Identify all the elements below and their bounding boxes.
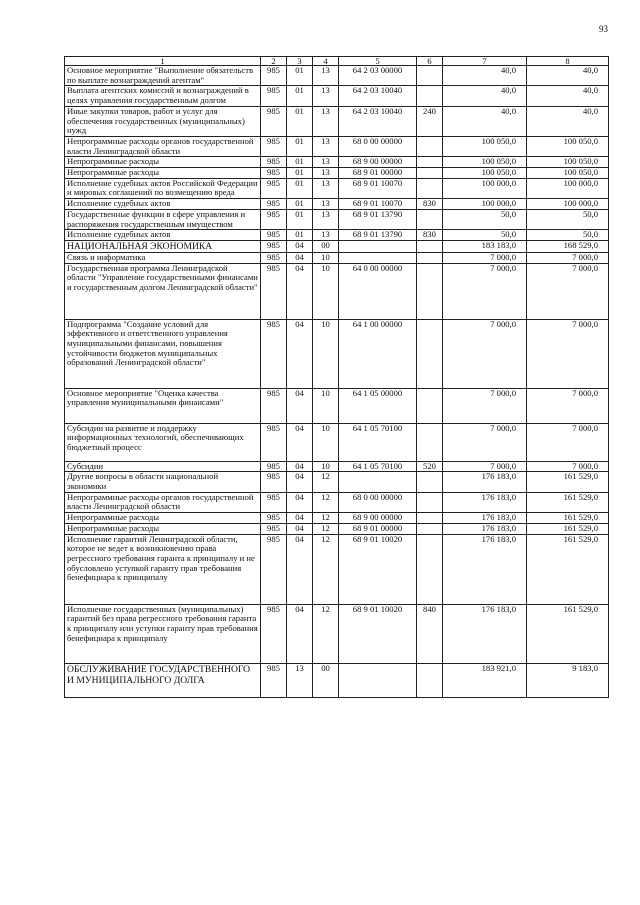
ministry-code: 985 (261, 319, 287, 388)
ministry-code: 985 (261, 492, 287, 512)
table-row (65, 534, 609, 604)
ministry-code: 985 (261, 209, 287, 229)
amount-year-2: 40,0 (527, 66, 609, 86)
expense-type-code (417, 209, 443, 229)
column-header: 2 (261, 57, 287, 66)
subsection-code: 10 (313, 388, 339, 423)
target-article-code: 68 9 01 00000 (339, 523, 417, 534)
amount-year-1: 100 050,0 (443, 157, 527, 168)
amount-year-2: 40,0 (527, 86, 609, 106)
ministry-code: 985 (261, 388, 287, 423)
section-code: 04 (287, 472, 313, 492)
expense-type-code (417, 136, 443, 156)
subsection-code: 00 (313, 663, 339, 697)
expense-type-code (417, 263, 443, 319)
amount-year-1: 176 183,0 (443, 472, 527, 492)
subsection-code: 13 (313, 106, 339, 136)
ministry-code: 985 (261, 168, 287, 179)
ministry-code: 985 (261, 461, 287, 472)
amount-year-1: 40,0 (443, 86, 527, 106)
amount-year-1: 7 000,0 (443, 461, 527, 472)
target-article-code: 68 9 01 10070 (339, 199, 417, 210)
target-article-code: 64 2 03 00000 (339, 66, 417, 86)
amount-year-2: 50,0 (527, 209, 609, 229)
amount-year-2: 7 000,0 (527, 461, 609, 472)
amount-year-2: 161 529,0 (527, 604, 609, 663)
row-name: Исполнение государственных (муниципальных) гарантий без права регрессного требования гаранта к принципалу или уступки гаранту прав требования бенефициара к принципалу (65, 604, 261, 663)
amount-year-2: 161 529,0 (527, 523, 609, 534)
target-article-code: 68 9 01 13790 (339, 209, 417, 229)
subsection-code: 12 (313, 523, 339, 534)
subsection-code: 10 (313, 423, 339, 461)
amount-year-2: 7 000,0 (527, 388, 609, 423)
amount-year-1: 7 000,0 (443, 252, 527, 263)
section-code: 01 (287, 178, 313, 198)
subsection-code: 12 (313, 604, 339, 663)
section-code: 04 (287, 240, 313, 252)
row-name: Основное мероприятие "Выполнение обязательств по выплате вознаграждений агентам" (65, 66, 261, 86)
page-number: 93 (599, 24, 608, 34)
row-name: Иные закупки товаров, работ и услуг для обеспечения государственных (муниципальных) нужд (65, 106, 261, 136)
section-code: 04 (287, 388, 313, 423)
subsection-code: 13 (313, 199, 339, 210)
target-article-code: 68 9 01 10070 (339, 178, 417, 198)
column-header: 4 (313, 57, 339, 66)
target-article-code (339, 240, 417, 252)
expense-type-code (417, 523, 443, 534)
amount-year-1: 176 183,0 (443, 604, 527, 663)
amount-year-2: 161 529,0 (527, 472, 609, 492)
amount-year-1: 100 000,0 (443, 178, 527, 198)
expense-type-code: 840 (417, 604, 443, 663)
table-header-row (65, 57, 609, 66)
section-code: 04 (287, 604, 313, 663)
amount-year-1: 7 000,0 (443, 423, 527, 461)
target-article-code: 68 9 00 00000 (339, 513, 417, 524)
row-name: Государственная программа Ленинградской области "Управление государственными финансами и государственным долгом Ленинградской области" (65, 263, 261, 319)
expense-type-code (417, 86, 443, 106)
expense-type-code (417, 252, 443, 263)
amount-year-2: 161 529,0 (527, 534, 609, 604)
expense-type-code (417, 472, 443, 492)
section-code: 04 (287, 461, 313, 472)
amount-year-1: 100 050,0 (443, 168, 527, 179)
table-row (65, 423, 609, 461)
subsection-code: 12 (313, 513, 339, 524)
target-article-code: 68 9 00 00000 (339, 157, 417, 168)
amount-year-2: 100 050,0 (527, 157, 609, 168)
target-article-code: 64 1 00 00000 (339, 319, 417, 388)
table-row (65, 523, 609, 534)
table-row (65, 157, 609, 168)
table-row (65, 66, 609, 86)
expense-type-code (417, 319, 443, 388)
amount-year-1: 50,0 (443, 230, 527, 241)
table-row (65, 240, 609, 252)
target-article-code: 64 1 05 70100 (339, 423, 417, 461)
amount-year-1: 176 183,0 (443, 513, 527, 524)
section-code: 01 (287, 66, 313, 86)
amount-year-2: 100 050,0 (527, 136, 609, 156)
subsection-code: 13 (313, 178, 339, 198)
row-name: Выплата агентских комиссий и вознаграждений в целях управления государственным долгом (65, 86, 261, 106)
amount-year-2: 100 000,0 (527, 199, 609, 210)
target-article-code: 64 2 03 10040 (339, 86, 417, 106)
budget-table (64, 56, 609, 698)
subsection-code: 10 (313, 263, 339, 319)
table-row (65, 492, 609, 512)
row-name: Основное мероприятие "Оценка качества управления муниципальными финансами" (65, 388, 261, 423)
expense-type-code (417, 513, 443, 524)
ministry-code: 985 (261, 199, 287, 210)
row-name: Государственные функции в сфере управления и распоряжения государственным имуществом (65, 209, 261, 229)
ministry-code: 985 (261, 263, 287, 319)
column-header: 7 (443, 57, 527, 66)
expense-type-code (417, 178, 443, 198)
ministry-code: 985 (261, 663, 287, 697)
table-row (65, 136, 609, 156)
row-name: Непрограммные расходы органов государственной власти Ленинградской области (65, 492, 261, 512)
amount-year-2: 161 529,0 (527, 513, 609, 524)
expense-type-code (417, 388, 443, 423)
table-row (65, 472, 609, 492)
section-code: 04 (287, 263, 313, 319)
section-code: 13 (287, 663, 313, 697)
ministry-code: 985 (261, 230, 287, 241)
amount-year-1: 176 183,0 (443, 534, 527, 604)
ministry-code: 985 (261, 252, 287, 263)
table-row (65, 263, 609, 319)
section-code: 04 (287, 523, 313, 534)
column-header: 6 (417, 57, 443, 66)
ministry-code: 985 (261, 86, 287, 106)
expense-type-code (417, 157, 443, 168)
subsection-code: 13 (313, 168, 339, 179)
amount-year-2: 50,0 (527, 230, 609, 241)
column-header: 8 (527, 57, 609, 66)
ministry-code: 985 (261, 604, 287, 663)
amount-year-2: 100 000,0 (527, 178, 609, 198)
ministry-code: 985 (261, 66, 287, 86)
row-name: Исполнение судебных актов Российской Федерации и мировых соглашений по возмещению вреда (65, 178, 261, 198)
target-article-code: 64 0 00 00000 (339, 263, 417, 319)
section-code: 01 (287, 136, 313, 156)
target-article-code: 68 0 00 00000 (339, 136, 417, 156)
amount-year-2: 7 000,0 (527, 319, 609, 388)
row-name: Другие вопросы в области национальной экономики (65, 472, 261, 492)
section-code: 01 (287, 230, 313, 241)
subsection-code: 12 (313, 492, 339, 512)
subsection-code: 12 (313, 472, 339, 492)
subsection-code: 12 (313, 534, 339, 604)
amount-year-2: 7 000,0 (527, 252, 609, 263)
column-header: 3 (287, 57, 313, 66)
row-name: ОБСЛУЖИВАНИЕ ГОСУДАРСТВЕННОГО И МУНИЦИПАЛЬНОГО ДОЛГА (65, 663, 261, 697)
row-name: Субсидии на развитие и поддержку информационных технологий, обеспечивающих бюджетный процесс (65, 423, 261, 461)
column-header: 5 (339, 57, 417, 66)
expense-type-code (417, 534, 443, 604)
subsection-code: 10 (313, 319, 339, 388)
target-article-code: 68 0 00 00000 (339, 492, 417, 512)
section-code: 01 (287, 86, 313, 106)
table-row (65, 461, 609, 472)
ministry-code: 985 (261, 136, 287, 156)
subsection-code: 00 (313, 240, 339, 252)
expense-type-code: 830 (417, 230, 443, 241)
ministry-code: 985 (261, 534, 287, 604)
subsection-code: 10 (313, 252, 339, 263)
section-code: 01 (287, 199, 313, 210)
ministry-code: 985 (261, 106, 287, 136)
table-row (65, 604, 609, 663)
table-row (65, 319, 609, 388)
section-code: 01 (287, 209, 313, 229)
section-code: 04 (287, 319, 313, 388)
expense-type-code (417, 423, 443, 461)
target-article-code: 64 1 05 00000 (339, 388, 417, 423)
section-code: 01 (287, 157, 313, 168)
row-name: Непрограммные расходы органов государственной власти Ленинградской области (65, 136, 261, 156)
target-article-code (339, 252, 417, 263)
row-name: Субсидии (65, 461, 261, 472)
target-article-code (339, 663, 417, 697)
amount-year-1: 50,0 (443, 209, 527, 229)
row-name: Исполнение судебных актов (65, 230, 261, 241)
table-row (65, 106, 609, 136)
ministry-code: 985 (261, 178, 287, 198)
row-name: НАЦИОНАЛЬНАЯ ЭКОНОМИКА (65, 240, 261, 252)
table-row (65, 199, 609, 210)
ministry-code: 985 (261, 472, 287, 492)
amount-year-1: 7 000,0 (443, 263, 527, 319)
target-article-code: 68 9 01 10020 (339, 604, 417, 663)
column-header: 1 (65, 57, 261, 66)
section-code: 01 (287, 106, 313, 136)
amount-year-1: 100 050,0 (443, 136, 527, 156)
section-code: 04 (287, 513, 313, 524)
row-name: Подпрограмма "Создание условий для эффективного и ответственного управления муниципальными финансами, повышения устойчивости бюджетов муниципальных образований Ленинградской области" (65, 319, 261, 388)
table-row (65, 513, 609, 524)
ministry-code: 985 (261, 240, 287, 252)
expense-type-code (417, 663, 443, 697)
amount-year-1: 40,0 (443, 106, 527, 136)
table-row (65, 663, 609, 697)
amount-year-1: 183 921,0 (443, 663, 527, 697)
section-code: 04 (287, 423, 313, 461)
row-name: Непрограммные расходы (65, 168, 261, 179)
table-row (65, 230, 609, 241)
table-body (65, 66, 609, 698)
amount-year-2: 9 183,0 (527, 663, 609, 697)
row-name: Исполнение судебных актов (65, 199, 261, 210)
subsection-code: 13 (313, 66, 339, 86)
ministry-code: 985 (261, 157, 287, 168)
amount-year-1: 176 183,0 (443, 523, 527, 534)
expense-type-code (417, 492, 443, 512)
expense-type-code (417, 240, 443, 252)
table-row (65, 209, 609, 229)
target-article-code: 68 9 01 13790 (339, 230, 417, 241)
target-article-code: 64 2 03 10040 (339, 106, 417, 136)
subsection-code: 13 (313, 209, 339, 229)
section-code: 04 (287, 492, 313, 512)
row-name: Исполнение гарантий Ленинградской области, которое не ведет к возникновению права регрессного требования гаранта к принципалу и не обусловлено уступкой гаранту прав требования бенефициара к принципалу (65, 534, 261, 604)
target-article-code: 68 9 01 00000 (339, 168, 417, 179)
amount-year-2: 40,0 (527, 106, 609, 136)
amount-year-2: 100 050,0 (527, 168, 609, 179)
amount-year-1: 100 000,0 (443, 199, 527, 210)
row-name: Непрограммные расходы (65, 513, 261, 524)
amount-year-1: 176 183,0 (443, 492, 527, 512)
expense-type-code: 240 (417, 106, 443, 136)
amount-year-2: 161 529,0 (527, 492, 609, 512)
expense-type-code (417, 168, 443, 179)
section-code: 04 (287, 252, 313, 263)
target-article-code: 68 9 01 10020 (339, 534, 417, 604)
table-row (65, 168, 609, 179)
subsection-code: 13 (313, 86, 339, 106)
section-code: 01 (287, 168, 313, 179)
table-row (65, 86, 609, 106)
table-row (65, 178, 609, 198)
target-article-code (339, 472, 417, 492)
table-row (65, 252, 609, 263)
expense-type-code (417, 66, 443, 86)
row-name: Непрограммные расходы (65, 523, 261, 534)
subsection-code: 10 (313, 461, 339, 472)
table-row (65, 388, 609, 423)
amount-year-2: 7 000,0 (527, 423, 609, 461)
subsection-code: 13 (313, 230, 339, 241)
target-article-code: 64 1 05 70100 (339, 461, 417, 472)
amount-year-1: 7 000,0 (443, 388, 527, 423)
subsection-code: 13 (313, 157, 339, 168)
ministry-code: 985 (261, 523, 287, 534)
amount-year-1: 183 183,0 (443, 240, 527, 252)
amount-year-2: 168 529,0 (527, 240, 609, 252)
expense-type-code: 520 (417, 461, 443, 472)
subsection-code: 13 (313, 136, 339, 156)
row-name: Непрограммные расходы (65, 157, 261, 168)
row-name: Связь и информатика (65, 252, 261, 263)
expense-type-code: 830 (417, 199, 443, 210)
amount-year-1: 7 000,0 (443, 319, 527, 388)
ministry-code: 985 (261, 513, 287, 524)
section-code: 04 (287, 534, 313, 604)
amount-year-2: 7 000,0 (527, 263, 609, 319)
amount-year-1: 40,0 (443, 66, 527, 86)
ministry-code: 985 (261, 423, 287, 461)
